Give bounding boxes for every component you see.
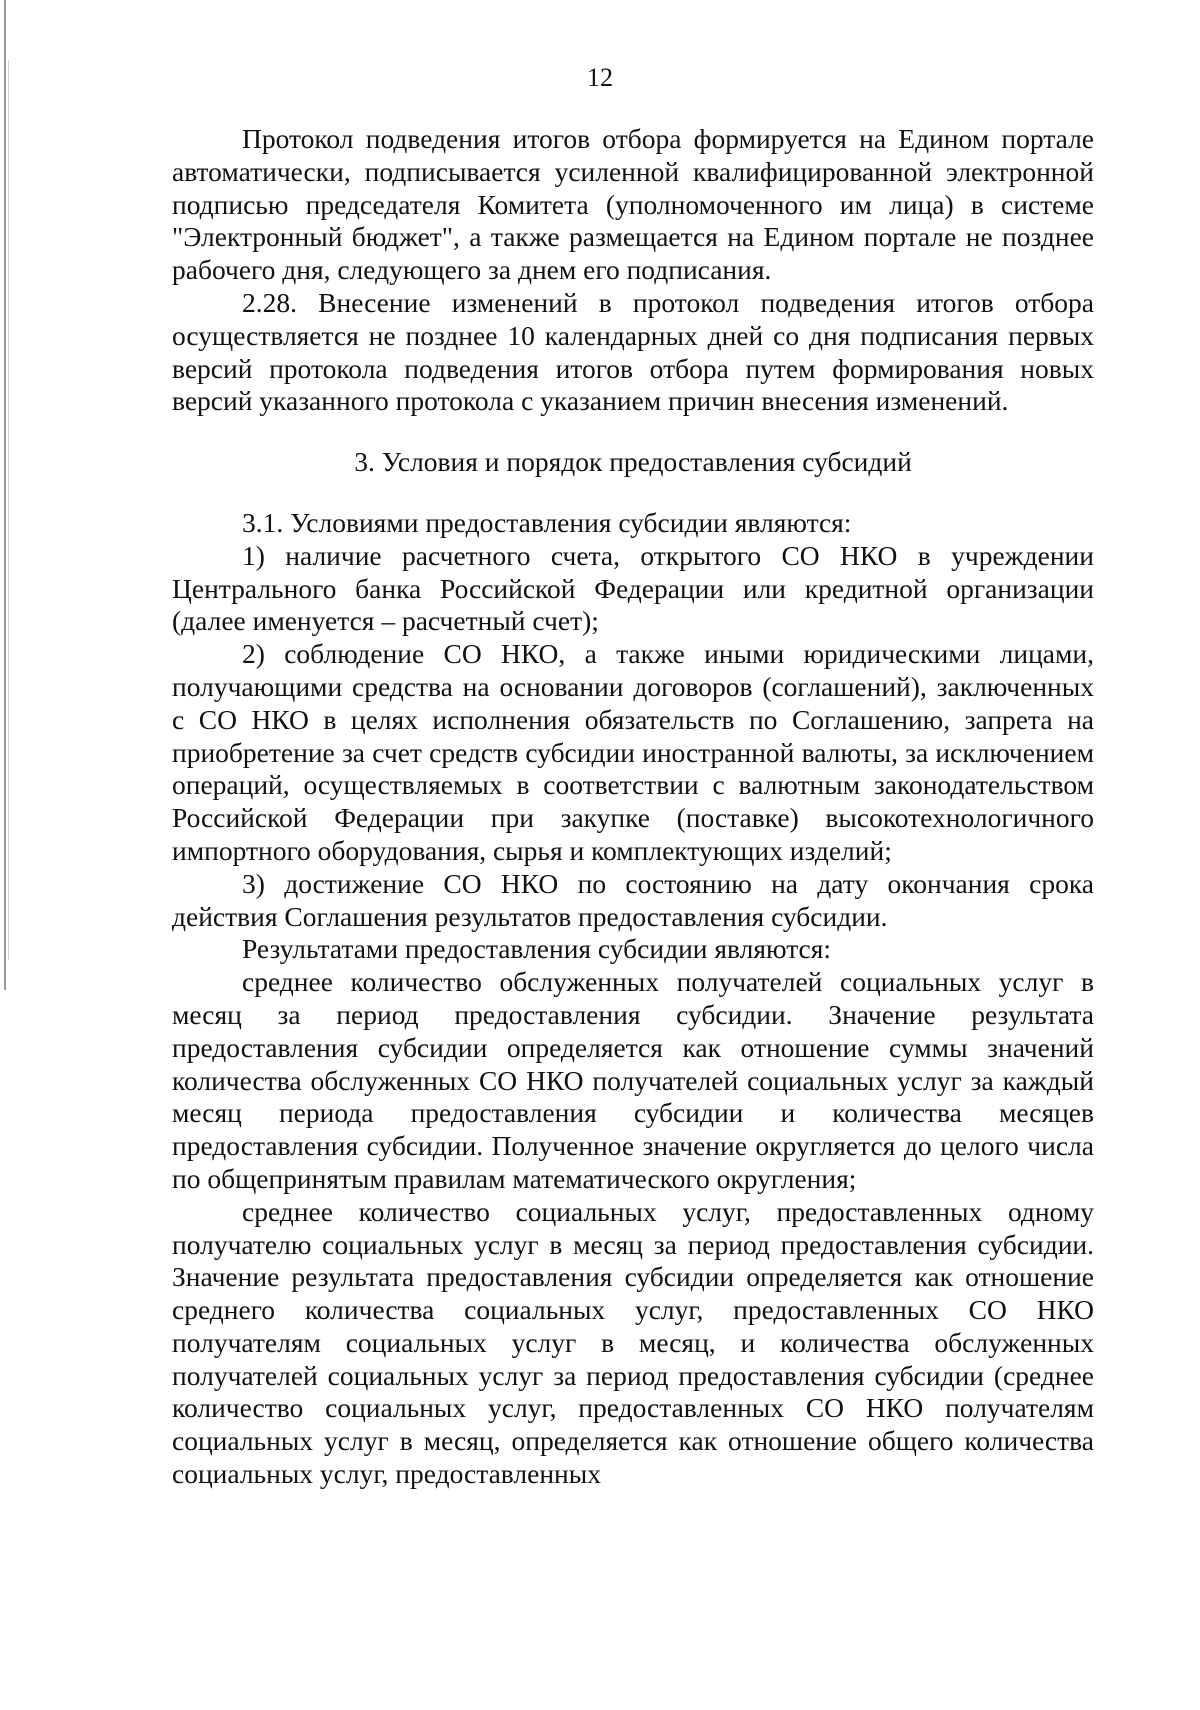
paragraph-result-average-recipients: среднее количество обслуженных получателей социальных услуг в месяц за период предоставления субсидии. Значение результата предоставления субсидии определяется как отношение суммы значений количества обслуженных СО НКО получателей социальных услуг за каждый месяц периода предоставления субсидии и количества месяцев предоставления субсидии. Полученное значение округляется до целого числа по общепринятым правилам математического округления;: [172, 966, 1094, 1194]
paragraph-protocol-formation: Протокол подведения итогов отбора формируется на Едином портале автоматически, подписывается усиленной квалифицированной электронной подписью председателя Комитета (уполномоченного им лица) в системе "Электронный бюджет", а также размещается на Едином портале не позднее рабочего дня, следующего за днем его подписания.: [172, 123, 1094, 286]
page-number: 12: [587, 63, 613, 92]
scan-edge-shadow: [8, 60, 9, 960]
document-body: [172, 123, 1094, 1491]
list-item-1: 1) наличие расчетного счета, открытого СО НКО в учреждении Центрального банка Российской Федерации или кредитной организации (далее именуется – расчетный счет);: [172, 539, 1094, 637]
paragraph-results-intro: Результатами предоставления субсидии являются:: [242, 933, 832, 965]
paragraph-3-1: 3.1. Условиями предоставления субсидии являются:: [242, 506, 852, 538]
list-item-3: 3) достижение СО НКО по состоянию на дату окончания срока действия Соглашения результатов предоставления субсидии.: [172, 867, 1094, 932]
section-heading: 3. Условия и порядок предоставления субсидий: [354, 446, 912, 478]
paragraph-2-28: 2.28. Внесение изменений в протокол подведения итогов отбора осуществляется не позднее 10 календарных дней со дня подписания первых версий протокола подведения итогов отбора путем формирования новых версий указанного протокола с указанием причин внесения изменений.: [172, 286, 1094, 417]
paragraph-result-average-services: среднее количество социальных услуг, предоставленных одному получателю социальных услуг в месяц за период предоставления субсидии. Значение результата предоставления субсидии определяется как отношение среднего количества социальных услуг, предоставленных СО НКО получателям социальных услуг в месяц, и количества обслуженных получателей социальных услуг за период предоставления субсидии (среднее количество социальных услуг, предоставленных СО НКО получателям социальных услуг в месяц, определяется как отношение общего количества социальных услуг, предоставленных: [172, 1195, 1094, 1490]
list-item-2: 2) соблюдение СО НКО, а также иными юридическими лицами, получающими средства на основании договоров (соглашений), заключенных с СО НКО в целях исполнения обязательств по Соглашению, запрета на приобретение за счет средств субсидии иностранной валюты, за исключением операций, осуществляемых в соответствии с валютным законодательством Российской Федерации при закупке (поставке) высокотехнологичного импортного оборудования, сырья и комплектующих изделий;: [172, 638, 1094, 866]
scan-edge-line: [4, 0, 6, 990]
